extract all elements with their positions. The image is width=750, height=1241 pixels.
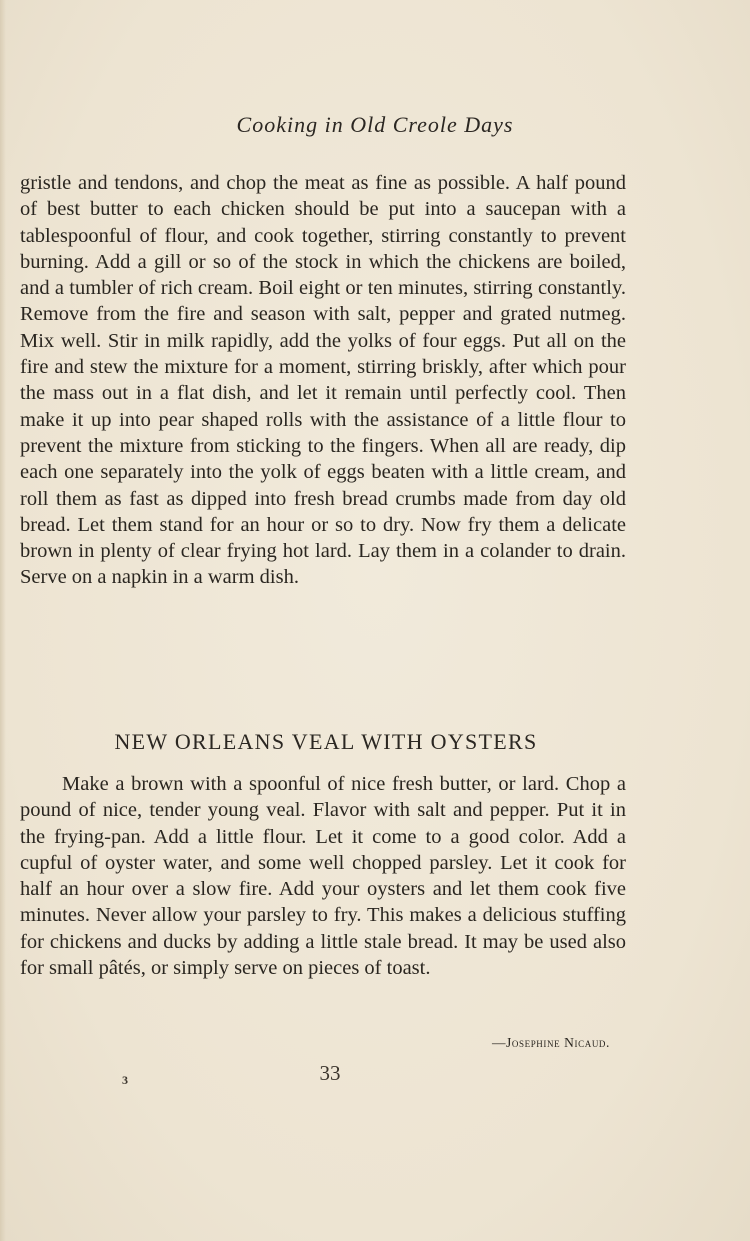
attribution-text: —Josephine Nicaud. (491, 1035, 610, 1050)
recipe-title: NEW ORLEANS VEAL WITH OYSTERS (114, 729, 538, 754)
continuation-paragraph: gristle and tendons, and chop the meat as fine as possible. A half pound of best butter to each chicken should be put into a saucepan with a tablespoonful of flour, and cook together, stirring constantly to prevent burning. Add a gill or so of the stock in which the chickens are boiled, and a tumbler of rich cream. Boil eight or ten minutes, stirring constantly. Remove from the fire and season with salt, pepper and grated nutmeg. Mix well. Stir in milk rapidly, add the yolks of four eggs. Put all on the fire and stew the mixture for a moment, stirring briskly, after which pour the mass out in a flat dish, and let it remain until perfectly cool. Then make it up into pear shaped rolls with the assistance of a little flour to prevent the mixture from sticking to the fingers. When all are ready, dip each one separately into the yolk of eggs beaten with a little cream, and roll them as fast as dipped into fresh bread crumbs made from day old bread. Let them stand for an hour or so to dry. Now fry them a delicate brown in plenty of clear frying hot lard. Lay them in a colander to drain. Serve on a napkin in a warm dish. (20, 172, 626, 589)
page-number: 33 (319, 1061, 341, 1085)
running-title: Cooking in Old Creole Days (236, 112, 514, 137)
recipe-text: Make a brown with a spoonful of nice fresh butter, or lard. Chop a pound of nice, tender young veal. Flavor with salt and pepper. Put it in the frying-pan. Add a little flour. Let it come to a good color. Add a cupful of oyster water, and some well chopped parsley. Let it cook for half an hour over a slow fire. Add your oysters and let them cook five minutes. Never allow your parsley to fry. This makes a delicious stuffing for chickens and ducks by adding a little stale bread. It may be used also for small pâtés, or simply serve on pieces of toast. (20, 773, 626, 980)
signature-mark: 3 (122, 1073, 128, 1087)
page-edge-shadow (0, 0, 6, 1241)
attribution (0, 1035, 610, 1051)
